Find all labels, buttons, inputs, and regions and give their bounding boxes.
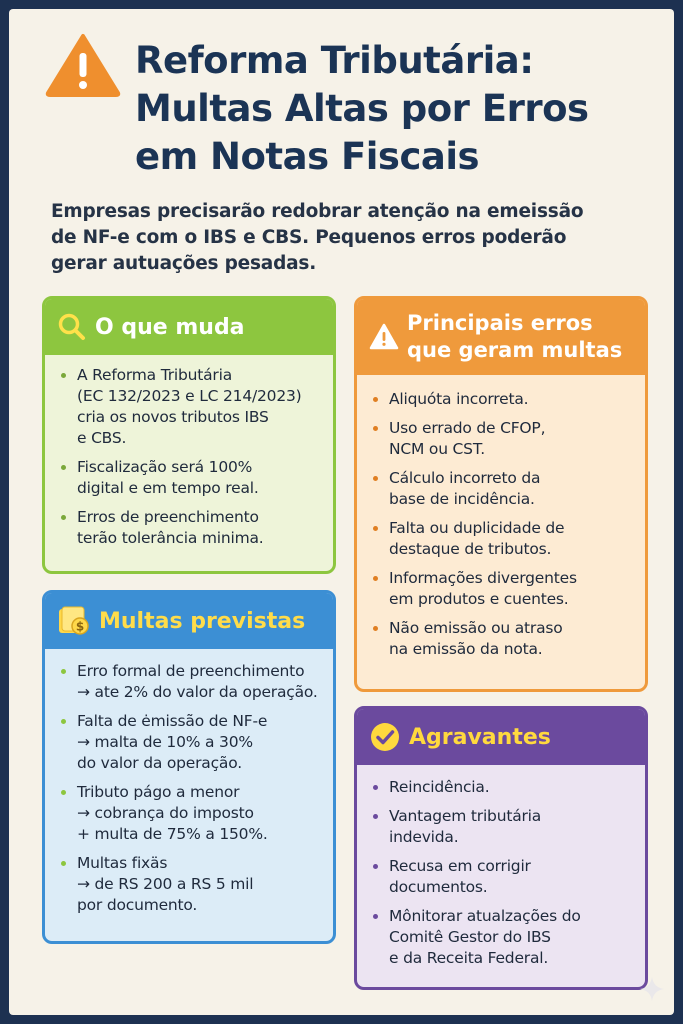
list-item — [373, 777, 631, 798]
item-text: Vantagem tributária — [389, 807, 542, 825]
sparkle-icon — [639, 976, 665, 1002]
item-text: NCM ou CST. — [389, 440, 485, 458]
title-line: Multas Altas por Erros — [135, 87, 589, 130]
list-item — [373, 856, 631, 898]
main-errors-header — [357, 299, 645, 375]
money-icon — [57, 605, 91, 637]
item-text: → de RS 200 a RS 5 mil — [77, 875, 254, 893]
item-text: Erros de preenchimento — [77, 508, 259, 526]
item-text: por documento. — [77, 896, 198, 914]
list-item — [373, 418, 631, 460]
list-item — [61, 365, 319, 449]
item-text: na emissão da nota. — [389, 640, 543, 658]
aggravating-header — [357, 709, 645, 765]
list-item — [373, 806, 631, 848]
item-text: Multas fixäs — [77, 854, 168, 872]
item-text: e CBS. — [77, 429, 127, 447]
item-text: Comitê Gestor do IBS — [389, 928, 551, 946]
item-text: base de incidência. — [389, 490, 535, 508]
what-changes-list — [61, 365, 319, 549]
expected-fines-card — [42, 590, 336, 944]
item-text: terão tolerância minima. — [77, 529, 264, 547]
warning-triangle-icon — [45, 33, 121, 97]
list-item — [373, 389, 631, 410]
item-text: destaque de tributos. — [389, 540, 552, 558]
expected-fines-header — [45, 593, 333, 649]
list-item — [61, 782, 319, 845]
aggravating-card — [354, 706, 648, 990]
main-errors-list — [373, 389, 631, 660]
item-text: → ate 2% do valor da operação. — [77, 683, 318, 701]
aggravating-list — [373, 777, 631, 969]
item-text: Tributo págo a menor — [77, 783, 240, 801]
item-text: Cálculo incorreto da — [389, 469, 541, 487]
main-errors-title — [407, 310, 622, 364]
main-errors-card — [354, 296, 648, 692]
item-text: → cobrança do imposto — [77, 804, 254, 822]
page-title — [135, 37, 675, 181]
expected-fines-title: Multas previstas — [99, 608, 306, 634]
item-text: do valor da operação. — [77, 754, 242, 772]
list-item — [373, 568, 631, 610]
list-item — [373, 468, 631, 510]
title-line: Reforma Tributária: — [135, 39, 534, 82]
item-text: Aliquóta incorreta. — [389, 390, 529, 408]
item-text: → malta de 10% a 30% — [77, 733, 253, 751]
title-line: Principais erros — [407, 311, 593, 335]
what-changes-title: O que muda — [95, 314, 245, 340]
aggravating-title: Agravantes — [409, 724, 551, 750]
item-text: digital e em tempo real. — [77, 479, 259, 497]
item-text: Não emissão ou atraso — [389, 619, 563, 637]
warning-icon — [369, 323, 399, 351]
list-item — [61, 457, 319, 499]
title-line: que geram multas — [407, 338, 623, 362]
title-line: em Notas Fiscais — [135, 135, 480, 178]
page-subtitle — [51, 199, 661, 277]
list-item — [61, 853, 319, 916]
list-item — [61, 661, 319, 703]
subtitle-line: Empresas precisarão redobrar atenção na emeissão — [51, 201, 584, 222]
list-item — [61, 507, 319, 549]
list-item — [373, 618, 631, 660]
item-text: em produtos e cuentes. — [389, 590, 569, 608]
subtitle-line: de NF-e com o IBS e CBS. Pequenos erros poderão — [51, 227, 567, 248]
check-circle-icon — [369, 721, 401, 753]
item-text: indevida. — [389, 828, 459, 846]
item-text: Recusa em corrigir — [389, 857, 531, 875]
expected-fines-list — [61, 661, 319, 916]
subtitle-line: gerar autuações pesadas. — [51, 253, 317, 274]
item-text: Informações divergentes — [389, 569, 577, 587]
item-text: e da Receita Federal. — [389, 949, 549, 967]
item-text: Falta ou duplicidade de — [389, 519, 565, 537]
item-text: A Reforma Tributária — [77, 366, 232, 384]
item-text: Erro formal de preenchimento — [77, 662, 305, 680]
item-text: Fiscalização será 100% — [77, 458, 253, 476]
item-text: + multa de 75% a 150%. — [77, 825, 268, 843]
svg-text:$: $ — [75, 619, 85, 634]
item-text: (EC 132/2023 e LC 214/2023) — [77, 387, 302, 405]
list-item — [373, 518, 631, 560]
item-text: documentos. — [389, 878, 488, 896]
list-item — [373, 906, 631, 969]
what-changes-card — [42, 296, 336, 574]
what-changes-header — [45, 299, 333, 355]
list-item — [61, 711, 319, 774]
item-text: Mônitorar atualzações do — [389, 907, 581, 925]
item-text: Uso errado de CFOP, — [389, 419, 546, 437]
item-text: Falta de ėmissão de NF-e — [77, 712, 268, 730]
item-text: cria os novos tributos IBS — [77, 408, 269, 426]
item-text: Reincidência. — [389, 778, 490, 796]
search-icon — [57, 312, 87, 342]
